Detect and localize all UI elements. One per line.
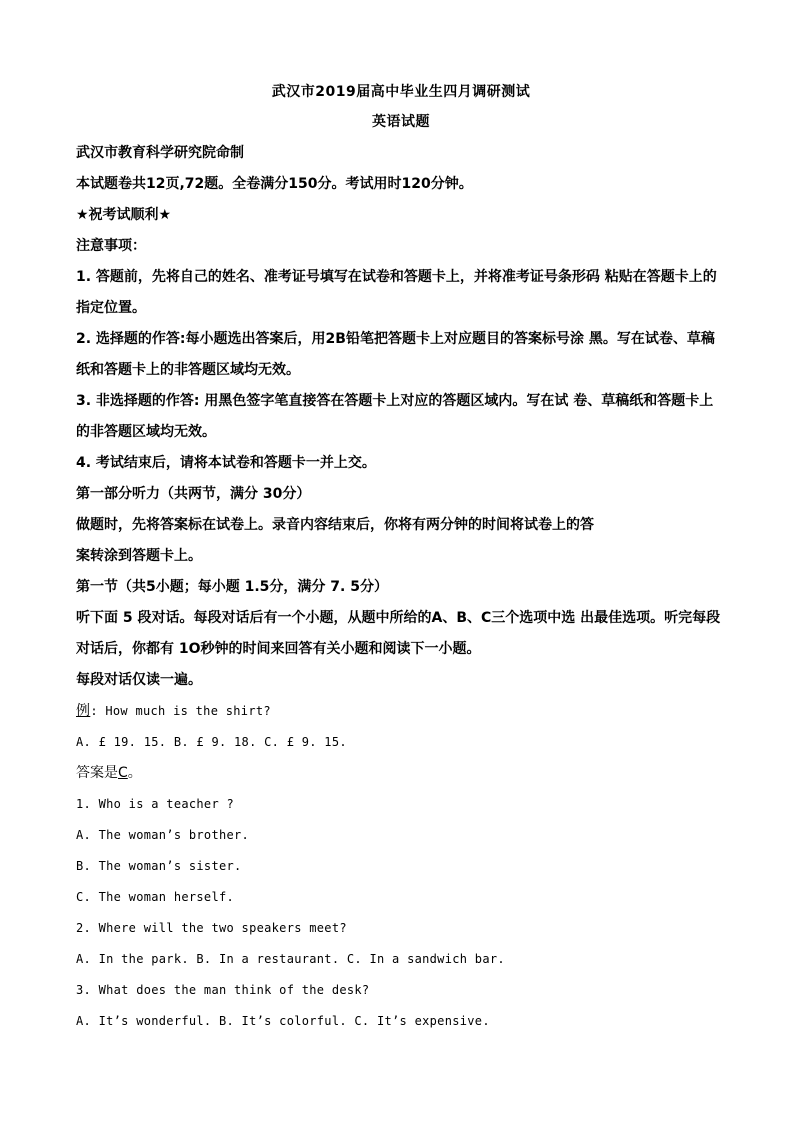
part1-heading: 第一部分听力（共两节，满分 30分） [76, 486, 311, 502]
wish-line: ★祝考试顺利★ [76, 207, 172, 223]
question-1-option-a: A. The woman’s brother. [76, 828, 250, 842]
exam-content [76, 82, 726, 1037]
part1-instruction-line2: 案转涂到答题卡上。 [76, 548, 202, 564]
notes-heading: 注意事项： [76, 238, 146, 254]
example-answer [76, 758, 726, 789]
question-3-stem: 3. What does the man think of the desk? [76, 983, 370, 997]
section1-heading: 第一节（共5小题；每小题 1.5分，满分 7. 5分） [76, 579, 388, 595]
question-3-options: A. It’s wonderful. B. It’s colorful. C. It’s expensive. [76, 1014, 490, 1028]
question-2-options: A. In the park. B. In a restaurant. C. In a sandwich bar. [76, 952, 505, 966]
example-answer-suffix: 。 [127, 765, 142, 781]
exam-title: 武汉市2019届高中毕业生四月调研测试 [271, 84, 531, 100]
example-question [76, 696, 726, 727]
example-label: 例 [76, 703, 91, 719]
note-item-4: 4. 考试结束后，请将本试卷和答题卡一并上交。 [76, 455, 376, 471]
note-item-1: 1. 答题前，先将自己的姓名、准考证号填写在试卷和答题卡上，并将准考证号条形码 粘贴在答题卡上的指定位置。 [76, 269, 717, 316]
question-1-option-b: B. The woman’s sister. [76, 859, 242, 873]
section1-instruction: 听下面 5 段对话。每段对话后有一个小题，从题中所给的A、B、C三个选项中选 出最佳选项。听完每段对话后，你都有 1O秒钟的时间来回答有关小题和阅读下一小题。 [76, 610, 721, 657]
example-options: A. £ 19. 15. B. £ 9. 18. C. £ 9. 15. [76, 735, 347, 749]
example-answer-value: C [118, 765, 128, 781]
question-1-option-c: C. The woman herself. [76, 890, 235, 904]
publisher-line: 武汉市教育科学研究院命制 [76, 145, 244, 161]
note-item-3: 3. 非选择题的作答: 用黑色签字笔直接答在答题卡上对应的答题区域内。写在试 卷、草稿纸和答题卡上的非答题区域均无效。 [76, 393, 714, 440]
part1-instruction-line1: 做题时，先将答案标在试卷上。录音内容结束后，你将有两分钟的时间将试卷上的答 [76, 517, 594, 533]
exam-subject: 英语试题 [372, 114, 430, 130]
exam-info-line: 本试题卷共12页,72题。全卷满分150分。考试用时120分钟。 [76, 176, 473, 192]
question-1-stem: 1. Who is a teacher ? [76, 797, 235, 811]
example-question-text: : How much is the shirt? [90, 704, 271, 718]
question-2-stem: 2. Where will the two speakers meet? [76, 921, 347, 935]
example-answer-prefix: 答案是 [76, 765, 118, 781]
section1-note: 每段对话仅读一遍。 [76, 672, 202, 688]
note-item-2: 2. 选择题的作答:每小题选出答案后，用2B铅笔把答题卡上对应题目的答案标号涂 黑。写在试卷、草稿纸和答题卡上的非答题区域均无效。 [76, 331, 715, 378]
